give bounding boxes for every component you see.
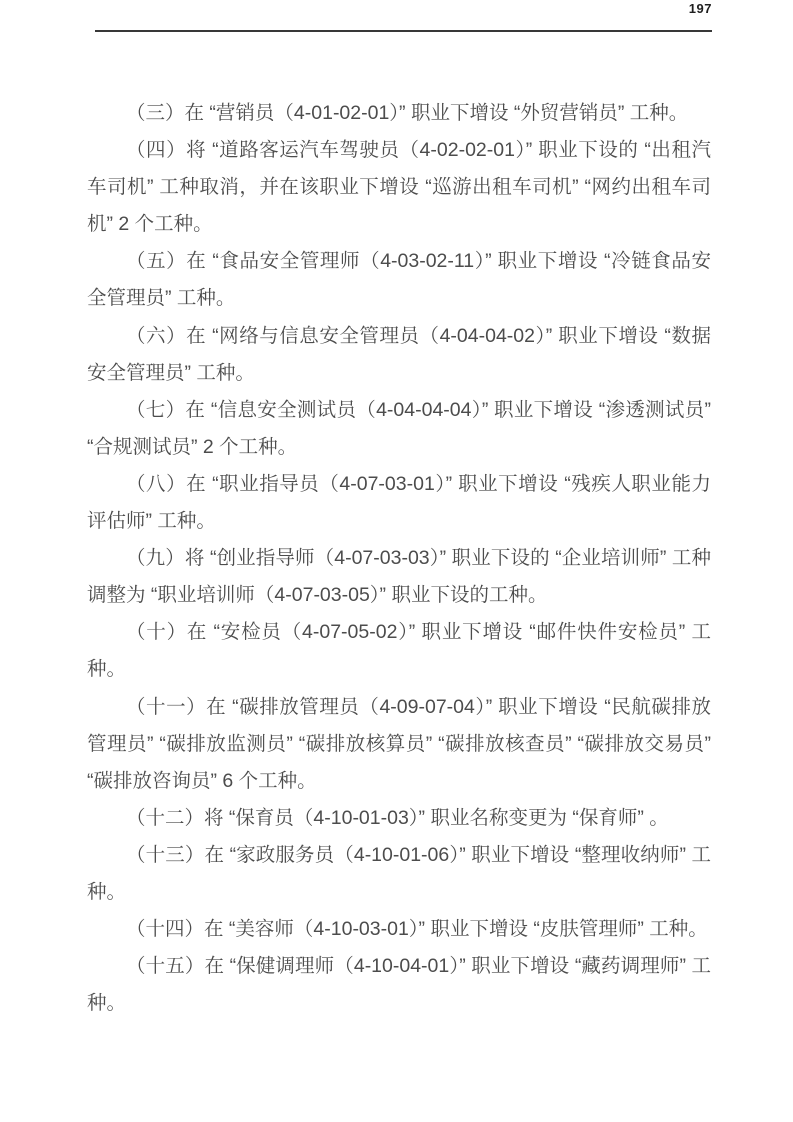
paragraph-item-15: （十五）在 “保健调理师（4-10-04-01）” 职业下增设 “藏药调理师” 工种。 <box>87 955 711 1015</box>
paragraph-item-5: （五）在 “食品安全管理师（4-03-02-11）” 职业下增设 “冷链食品安全管理员” 工种。 <box>87 250 711 310</box>
paragraph-item-9: （九）将 “创业指导师（4-07-03-03）” 职业下设的 “企业培训师” 工种调整为 “职业培训师（4-07-03-05）” 职业下设的工种。 <box>87 547 711 607</box>
paragraph-item-10: （十）在 “安检员（4-07-05-02）” 职业下增设 “邮件快件安检员” 工种。 <box>87 621 711 681</box>
document-body <box>87 95 711 1022</box>
page-number: 197 <box>688 1 712 16</box>
paragraph-item-8: （八）在 “职业指导员（4-07-03-01）” 职业下增设 “残疾人职业能力评估师” 工种。 <box>87 472 711 533</box>
paragraph-item-14: （十四）在 “美容师（4-10-03-01）” 职业下增设 “皮肤管理师” 工种。 <box>126 918 708 941</box>
header-divider <box>95 30 712 32</box>
paragraph-item-6: （六）在 “网络与信息安全管理员（4-04-04-02）” 职业下增设 “数据安全管理员” 工种。 <box>87 324 711 384</box>
paragraph-item-4: （四）将 “道路客运汽车驾驶员（4-02-02-01）” 职业下设的 “出租汽车司机” 工种取消，并在该职业下增设 “巡游出租车司机” “网约出租车司机” 2 个工种。 <box>87 139 711 236</box>
paragraph-item-7: （七）在 “信息安全测试员（4-04-04-04）” 职业下增设 “渗透测试员” “合规测试员” 2 个工种。 <box>87 398 711 458</box>
paragraph-item-13: （十三）在 “家政服务员（4-10-01-06）” 职业下增设 “整理收纳师” 工种。 <box>87 843 711 903</box>
paragraph-item-3: （三）在 “营销员（4-01-02-01）” 职业下增设 “外贸营销员” 工种。 <box>126 102 689 124</box>
paragraph-item-11: （十一）在 “碳排放管理员（4-09-07-04）” 职业下增设 “民航碳排放管理员” “碳排放监测员” “碳排放核算员” “碳排放核查员” “碳排放交易员” “碳排放咨询员” 6 个工种。 <box>87 695 711 792</box>
paragraph-item-12: （十二）将 “保育员（4-10-01-03）” 职业名称变更为 “保育师” 。 <box>126 806 669 829</box>
